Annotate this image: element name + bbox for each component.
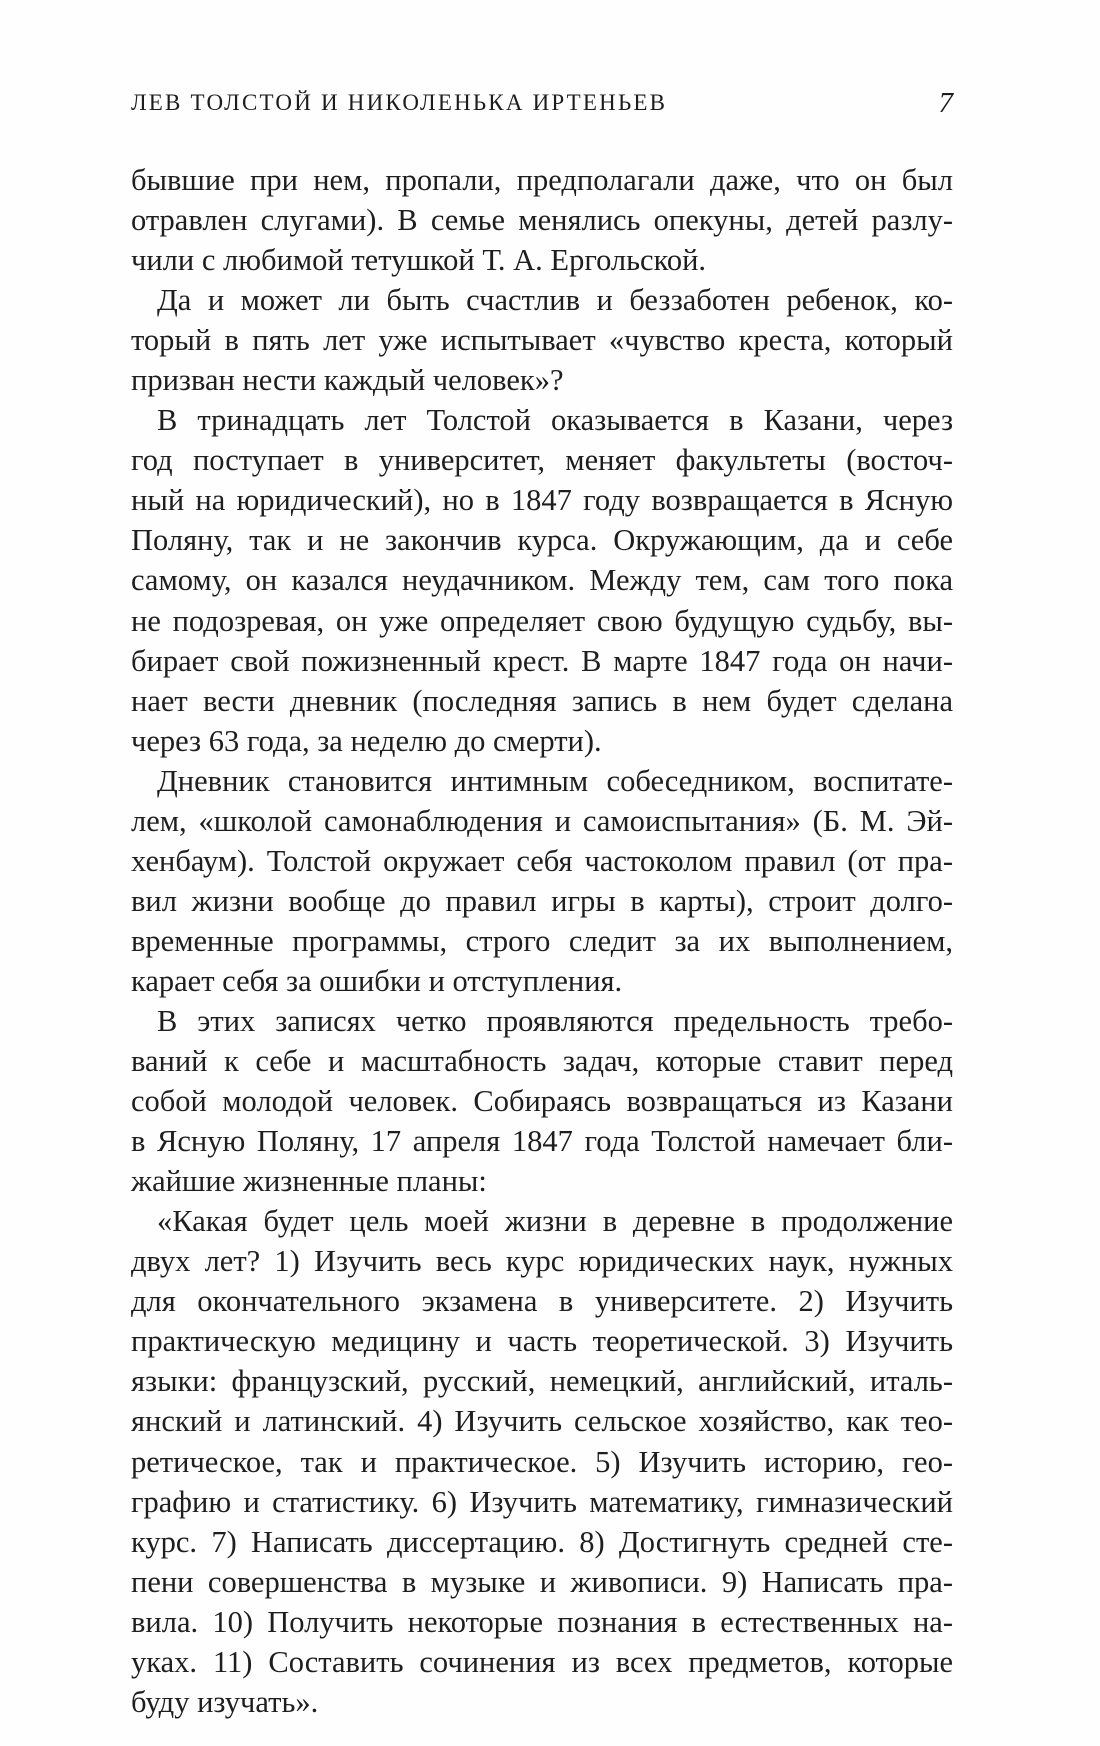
paragraph: [131, 1001, 953, 1201]
text-line: вил жизни вообще до правил игры в карты), строит долго-: [131, 883, 953, 918]
text-line: не подозревая, он уже определяет свою будущую судьбу, вы-: [131, 603, 953, 638]
running-title: ЛЕВ ТОЛСТОЙ И НИКОЛЕНЬКА ИРТЕНЬЕВ: [131, 90, 668, 115]
text-line: в Ясную Поляну, 17 апреля 1847 года Толстой намечает бли-: [131, 1124, 953, 1159]
text-line: вила. 10) Получить некоторые познания в естественных на-: [131, 1604, 953, 1639]
text-line: собой молодой человек. Собираясь возвращаться из Казани: [131, 1084, 953, 1119]
text-line: отравлен слугами). В семье менялись опекуны, детей разлу-: [131, 203, 953, 238]
running-head: [131, 88, 953, 120]
text-line: уках. 11) Составить сочинения из всех предметов, которые: [131, 1644, 953, 1679]
text-line: хенбаум). Толстой окружает себя частоколом правил (от пра-: [131, 843, 953, 878]
text-line: карает себя за ошибки и отступления.: [131, 963, 623, 998]
text-line: языки: французский, русский, немецкий, английский, италь-: [131, 1364, 953, 1399]
text-line: торый в пять лет уже испытывает «чувство креста, который: [131, 323, 953, 358]
text-line: бирает свой пожизненный крест. В марте 1847 года он начи-: [131, 643, 953, 678]
text-line: временные программы, строго следит за их выполнением,: [131, 923, 953, 958]
text-line: Дневник становится интимным собеседником, воспитате-: [157, 763, 953, 798]
text-line: год поступает в университет, меняет факультеты (восточ-: [131, 443, 953, 478]
paragraph: [131, 1201, 953, 1722]
text-line: ный на юридический), но в 1847 году возвращается в Ясную: [131, 483, 953, 518]
text-line: ваний к себе и масштабность задач, которые ставит перед: [131, 1044, 953, 1079]
text-line: графию и статистику. 6) Изучить математику, гимназический: [131, 1484, 953, 1519]
text-line: нает вести дневник (последняя запись в нем будет сделана: [131, 683, 953, 718]
text-line: Поляну, так и не закончив курса. Окружающим, да и себе: [131, 523, 953, 558]
text-line: буду изучать».: [131, 1684, 319, 1719]
page-number: 7: [938, 87, 953, 119]
text-line: жайшие жизненные планы:: [131, 1164, 487, 1199]
body-text: [131, 160, 953, 1722]
paragraph: [131, 280, 953, 400]
paragraph: [131, 761, 953, 1001]
text-line: призван нести каждый человек»?: [131, 363, 564, 398]
text-line: ретическое, так и практическое. 5) Изучить историю, гео-: [131, 1444, 953, 1479]
text-line: курс. 7) Написать диссертацию. 8) Достигнуть средней сте-: [131, 1524, 953, 1559]
text-line: В этих записях четко проявляются предельность требо-: [157, 1003, 953, 1038]
text-line: пени совершенства в музыке и живописи. 9) Написать пра-: [131, 1564, 953, 1599]
text-line: для окончательного экзамена в университете. 2) Изучить: [131, 1284, 953, 1319]
text-line: практическую медицину и часть теоретической. 3) Изучить: [131, 1324, 953, 1359]
paragraph: [131, 400, 953, 760]
text-line: янский и латинский. 4) Изучить сельское хозяйство, как тео-: [131, 1404, 953, 1439]
text-line: двух лет? 1) Изучить весь курс юридических наук, нужных: [131, 1244, 953, 1279]
text-line: чили с любимой тетушкой Т. А. Ергольской.: [131, 243, 707, 278]
text-line: бывшие при нем, пропали, предполагали даже, что он был: [131, 163, 953, 197]
text-line: Да и может ли быть счастлив и беззаботен ребенок, ко-: [157, 283, 953, 318]
text-line: «Какая будет цель моей жизни в деревне в продолжение: [157, 1204, 953, 1239]
text-line: через 63 года, за неделю до смерти).: [131, 723, 602, 758]
text-line: В тринадцать лет Толстой оказывается в Казани, через: [157, 403, 953, 438]
text-line: самому, он казался неудачником. Между тем, сам того пока: [131, 563, 953, 598]
paragraph: [131, 160, 953, 280]
text-line: лем, «школой самонаблюдения и самоиспытания» (Б. М. Эй-: [131, 803, 953, 838]
